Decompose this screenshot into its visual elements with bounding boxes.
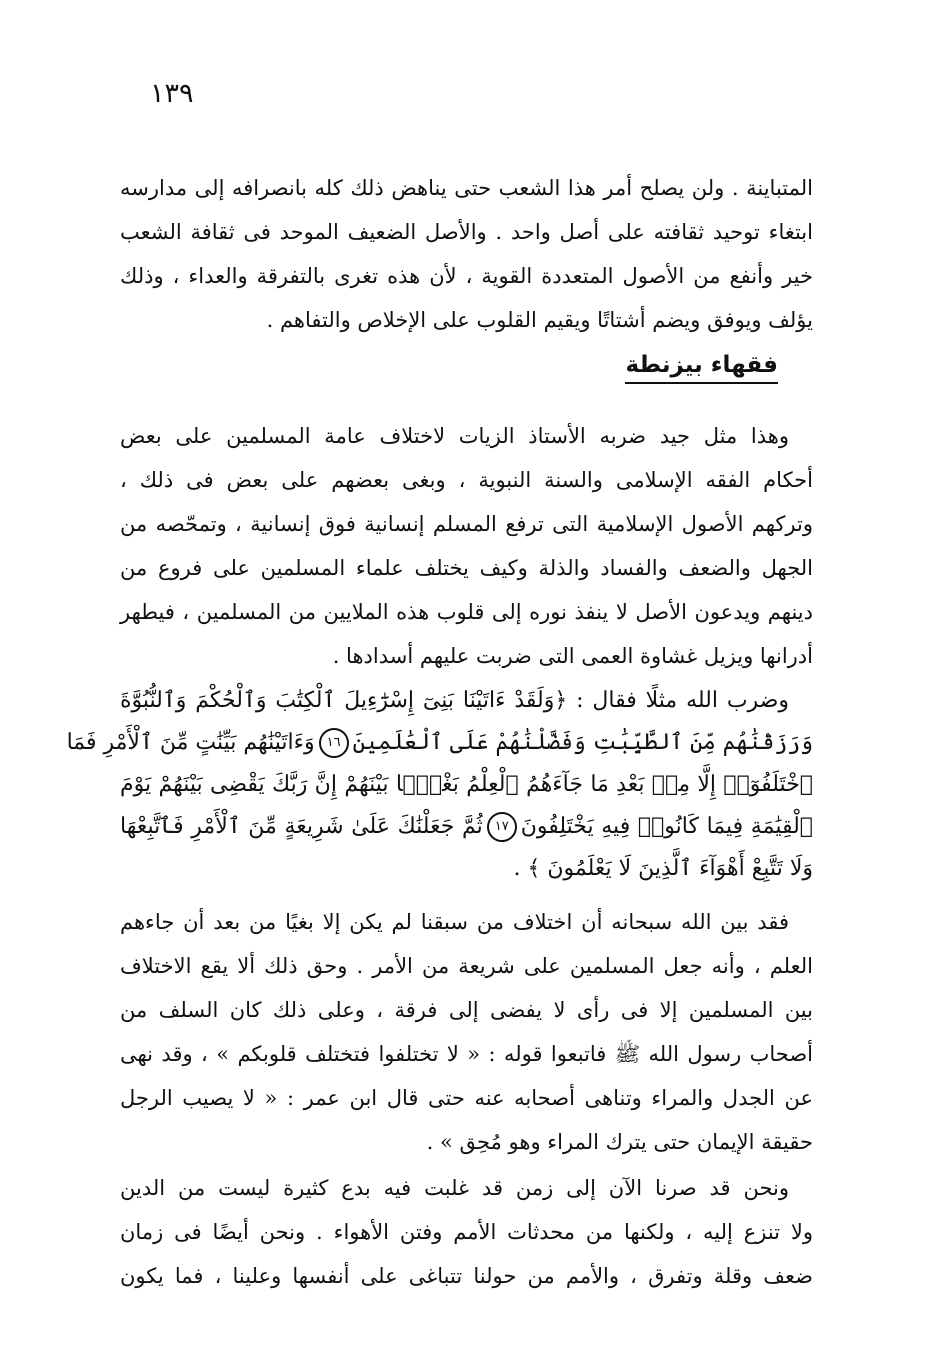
text-line: وتركهم الأصول الإسلامية التى ترفع المسلم إنسانية فوق إنسانية ، وتمحّصه من	[120, 512, 813, 536]
page-number: ١٣٩	[150, 78, 194, 109]
text-line: ضعف وقلة وتفرق ، والأمم من حولنا تتباغى على أنفسها وعلينا ، فما يكون	[120, 1264, 813, 1288]
section-heading: فقهاء بيزنطة	[625, 352, 778, 384]
text-line: ابتغاء توحيد ثقافته على أصل واحد . والأصل الضعيف الموحد فى ثقافة الشعب	[120, 220, 813, 244]
text-line: أحكام الفقه الإسلامى والسنة النبوية ، وبغى بعضهم على بعض فى ذلك ،	[120, 468, 813, 492]
text-line: حقيقة الإيمان حتى يترك المراء وهو مُحِق » .	[426, 1130, 813, 1154]
text-line: فقد بين الله سبحانه أن اختلاف من سبقنا لم يكن إلا بغيًا من بعد أن جاءهم	[120, 910, 789, 934]
quran-line: وضرب الله مثلًا فقال : ﴿وَلَقَدْ ءَاتَيْنَا بَنِىٓ إِسْرَٰٓءِيلَ ٱلْكِتَٰبَ وَٱلْحُكْمَ وَٱلنُّبُوَّةَ	[120, 688, 789, 713]
quran-line: وَلَا تَتَّبِعْ أَهْوَآءَ ٱلَّذِينَ لَا يَعْلَمُونَ ﴾ .	[513, 856, 813, 881]
quran-line: ٱخْتَلَفُوٓا۟ إِلَّا مِنۢ بَعْدِ مَا جَآءَهُمُ ٱلْعِلْمُ بَغْيًۢا بَيْنَهُمْ إِنَّ رَبَّكَ يَقْضِى بَيْنَهُمْ يَوْمَ	[120, 772, 813, 797]
text-line: الجهل والضعف والفساد والذلة وكيف يختلف علماء المسلمين على فروع من	[120, 556, 813, 580]
text-line: أدرانها ويزيل غشاوة العمى التى ضربت عليهم أسدادها .	[332, 644, 813, 668]
text-line: ولا تنزع إليه ، ولكنها من محدثات الأمم وفتن الأهواء . ونحن أيضًا فى زمان	[120, 1220, 813, 1244]
text-line: بين المسلمين إلا فى رأى لا يفضى إلى فرقة ، وعلى ذلك كان السلف من	[120, 998, 813, 1022]
verse-number-marker: ١٦	[319, 728, 349, 758]
text-line: أصحاب رسول الله ﷺ فاتبعوا قوله : « لا تختلفوا فتختلف قلوبكم » ، وقد نهى	[120, 1042, 813, 1066]
text-line: يؤلف ويوفق ويضم أشتاتًا ويقيم القلوب على الإخلاص والتفاهم .	[266, 308, 813, 332]
text-line: خير وأنفع من الأصول المتعددة القوية ، لأن هذه تغرى بالتفرقة والعداء ، وذلك	[120, 264, 813, 288]
paragraph-divergence	[120, 900, 813, 1164]
verse-number-marker: ١٧	[487, 812, 517, 842]
quran-text: ٱلْقِيَٰمَةِ فِيمَا كَانُوا۟ فِيهِ يَخْتَلِفُونَ	[520, 814, 813, 839]
text-line: ونحن قد صرنا الآن إلى زمن قد غلبت فيه بدع كثيرة ليست من الدين	[120, 1176, 789, 1200]
paragraph-zayyat-example	[120, 414, 813, 678]
quran-line	[66, 722, 813, 764]
quran-line	[120, 806, 813, 848]
text-line: دينهم ويدعون الأصل لا ينفذ نوره إلى قلوب هذه الملايين من المسلمين ، فيطهر	[120, 600, 813, 624]
quran-text: ثُمَّ جَعَلْنَٰكَ عَلَىٰ شَرِيعَةٍ مِّنَ ٱلْأَمْرِ فَٱتَّبِعْهَا	[120, 814, 483, 839]
quran-text: وَرَزَقْنَٰهُم مِّنَ ٱلطَّيِّبَٰتِ وَفَضَّلْنَٰهُمْ عَلَى ٱلْعَٰلَمِينَ	[352, 730, 813, 755]
quran-quotation	[66, 680, 813, 890]
paragraph-intro	[120, 166, 813, 342]
text-line: المتباينة . ولن يصلح أمر هذا الشعب حتى يناهض ذلك كله بانصرافه إلى مدارسه	[120, 176, 813, 200]
text-line: وهذا مثل جيد ضربه الأستاذ الزيات لاختلاف عامة المسلمين على بعض	[120, 424, 789, 448]
text-line: عن الجدل والمراء وتناهى أصحابه عنه حتى قال ابن عمر : « لا يصيب الرجل	[120, 1086, 813, 1110]
text-line: العلم ، وأنه جعل المسلمين على شريعة من الأمر . وحق ذلك ألا يقع الاختلاف	[120, 954, 813, 978]
quran-text: وَءَاتَيْنَٰهُم بَيِّنَٰتٍ مِّنَ ٱلْأَمْرِ فَمَا	[66, 730, 315, 755]
paragraph-present-time	[120, 1166, 813, 1298]
